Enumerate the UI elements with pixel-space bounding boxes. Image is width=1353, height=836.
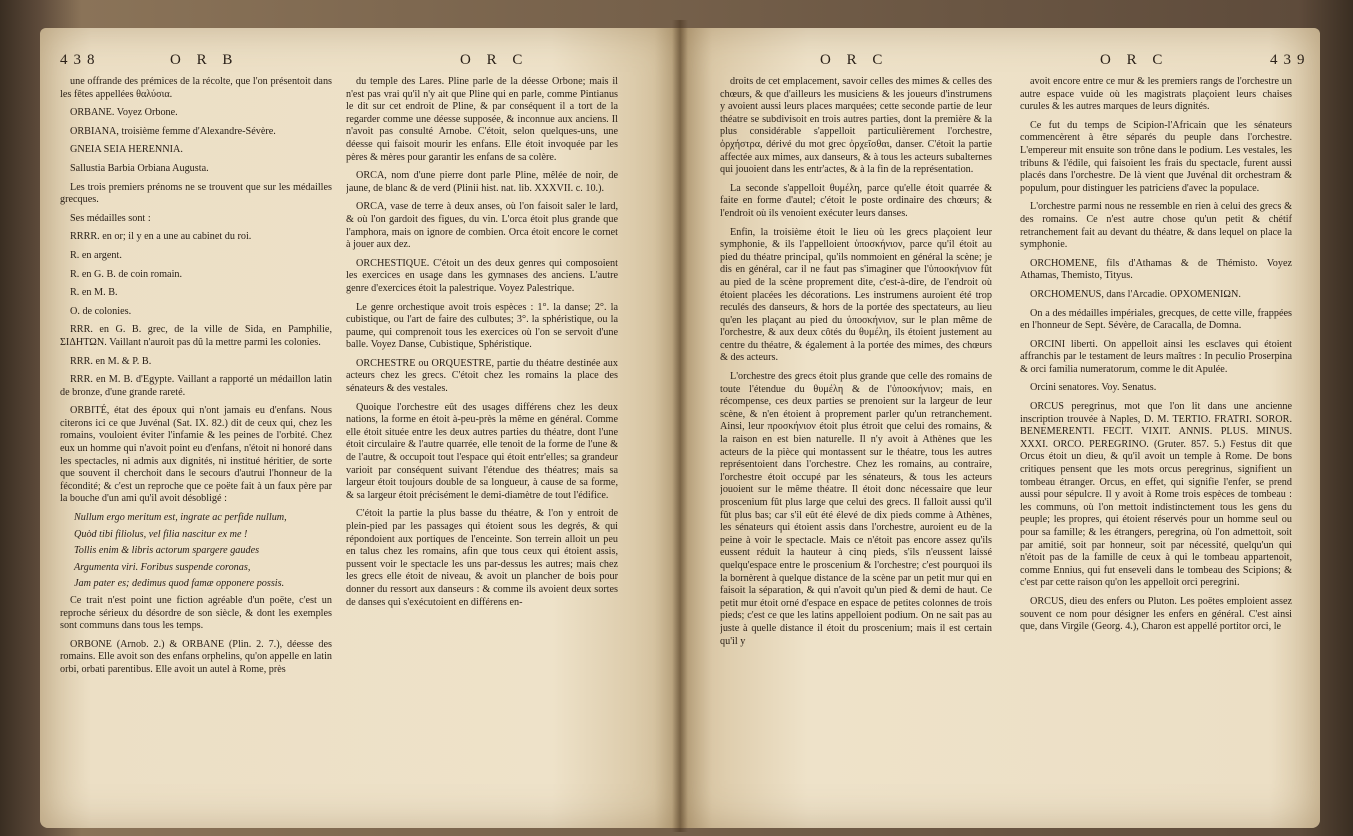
paragraph: Ce fut du temps de Scipion-l'Africain que les sénateurs commencèrent à être séparés du peuple dans l'orchestre. L'empereur mit ensuite son trône dans le podium. Les vestales, les tribuns & l'édile, qui faisoient les frais du spectacle, furent aussi placés dans l'orchestre. De là vient que Juvénal dit orchestram & populum, pour distinguer les patriciens d'avec la populace.: [1020, 119, 1292, 194]
paragraph: Les trois premiers prénoms ne se trouvent que sur les médailles grecques.: [60, 181, 332, 206]
paragraph: Quoique l'orchestre eût des usages différens chez les deux nations, la forme en étoit à-peu-près la même en général. Comme elle étoit située entre les deux autres parties du théatre, dont l'une étoit circulaire & l'autre quarrée, elle tenoit de la forme de l'une & de l'autre, & occupoit tout l'espace qui étoit entr'elles; sa grandeur varioit par conséquent suivant l'étendue des théatres; mais sa largeur étoit toujours double de sa longueur, à cause de sa forme, & sa largeur étoit précisément le demi-diamètre de tout l'édifice.: [346, 401, 618, 501]
paragraph: Le genre orchestique avoit trois espèces : 1°. la danse; 2°. la cubistique, ou l'art de faire des culbutes; 3°. la sphéristique, ou la paume, qui comprenoit tous les exercices où l'on se servoit d'une balle. Voyez Danse, Cubistique, Sphéristique.: [346, 301, 618, 351]
paragraph: La seconde s'appelloit θυμέλη, parce qu'elle étoit quarrée & faite en forme d'autel; c'étoit le poste ordinaire des chœurs; & l'endroit où ils venoient exécuter leurs danses.: [720, 182, 992, 219]
left-page: [40, 28, 680, 828]
paragraph: ORCINI liberti. On appelloit ainsi les esclaves qui étoient affranchis par le testament de leurs maîtres : In peculio Proserpina & orci familia numeratorum, comme le dit Apulée.: [1020, 338, 1292, 375]
left-column-1: [60, 76, 332, 828]
paragraph: RRR. en G. B. grec, de la ville de Sida, en Pamphilie, ΣΙΔΗΤΩΝ. Vaillant n'auroit pas dû la mettre parmi les colonies.: [60, 324, 332, 348]
running-head-orc-2: O R C: [1100, 52, 1169, 68]
right-page: [680, 28, 1320, 828]
running-head-orb: O R B: [170, 52, 239, 68]
paragraph: RRR. en M. B. d'Egypte. Vaillant a rapporté un médaillon latin de bronze, d'une grande rareté.: [60, 374, 332, 398]
paragraph: avoit encore entre ce mur & les premiers rangs de l'orchestre un autre espace vuide où les magistrats plaçoient leurs chaises curules & les autres marques de leurs dignités.: [1020, 76, 1292, 113]
paragraph: GNEIA SEIA HERENNIA.: [70, 144, 183, 156]
paragraph: une offrande des prémices de la récolte, que l'on présentoit dans les fêtes appellées θαλύσια.: [60, 76, 332, 100]
book-gutter: [672, 20, 688, 832]
right-column-1: [720, 76, 992, 828]
running-head-orc-1: O R C: [820, 52, 889, 68]
paragraph: RRR. en M. & P. B.: [70, 355, 152, 367]
paragraph: Jam pater es; dedimus quod famæ opponere possis.: [74, 578, 285, 590]
paragraph: ORBONE (Arnob. 2.) & ORBANE (Plin. 2. 7.), déesse des romains. Elle avoit son des enfans orphelins, qu'on appelle en latin orbi, orbati parentibus. Elle avoit un autel à Rome, près: [60, 638, 332, 675]
paragraph: Enfin, la troisième étoit le lieu où les grecs plaçoient leur symphonie, & ils l'appelloient ὑποσκήνιον, parce qu'il étoit au pied du théatre principal, qu'ils nommoient en général la scène; je dis en général, car il ne faut pas s'imaginer que l'ὑποσκήνιον fût au pied de la scène proprement dite, c'est-à-dire, de l'endroit où étoient placées les décorations. Les instrumens auroient été trop reculés des danseurs, & hors de la portée des spectateurs, au lieu qu'en les plaçant au pied du ὑποσκήνιον, sur le plan même de l'orchestre, & aux deux côtés du θυμέλη, ils étoient justement au centre du théatre, & également à la portée des mimes, des chœurs & des acteurs.: [720, 226, 992, 364]
paragraph: R. en M. B.: [70, 287, 118, 299]
paragraph: du temple des Lares. Pline parle de la déesse Orbone; mais il n'est pas vrai qu'il n'y ait que Pline qui en parle, comme Pintianus le dit sur cet endroit de Pline, & par conséquent il a tort de la regarder comme une déesse supposée, & inconnue aux anciens. Il n'avoit pas consulté Arnobe. C'étoit, selon quelques-uns, une déesse qui faisoit mourir les enfans. Elle étoit invoquée par les pères & mères pour garantir les enfans de sa colère.: [346, 76, 618, 163]
left-column-2: [346, 76, 618, 828]
paragraph: droits de cet emplacement, savoir celles des mimes & celles des chœurs, & que d'ailleurs les musiciens & les joueurs d'instrumens y avoient aussi leurs places marquées; cette seconde partie de leur théatre se subdivisoit en trois autres parties, dont la première & la plus considérable s'appelloit particulièrement l'orchestre, ὀρχήστρα, dérivé du mot grec ὀρχεῖσθαι, danser. C'étoit la partie affectée aux mimes, aux danseurs, & à tous les acteurs subalternes qui jouoient dans les entr'actes, & à la fin de la représentation.: [720, 76, 992, 176]
paragraph: ORCUS peregrinus, mot que l'on lit dans une ancienne inscription trouvée à Naples, D. M. TERTIO. FRATRI. SOROR. BENEMERENTI. FECIT. VIXIT. ANNIS. PLUS. MINUS. XXXI. ORCO. PEREGRINO. (Gruter. 857. 5.) Festus dit que Orcus étoit un dieu, & qu'il avoit un temple à Rome. De bons critiques pensent que les mots orcus peregrinus, signifient un tombeau étranger. Orcus, en effet, qui signifie l'enfer, se prend aussi pour sépulcre. Il y avoit à Rome trois espèces de tombeau : les communs, où l'on mettoit indistinctement tous les gens du peuple; les propres, qui étoient réservés pour un homme seul ou pour sa famille; & les étrangers, peregrina, où l'on admettoit, soit par amitié, soit par honneur, soit par nécessité, quelqu'un qui n'étoit pas de la famille de ceux à qui le tombeau appartenoit, comme Ennius, qui fut enseveli dans le tombeau des Scipions; & c'est par cette raison qu'on les appelloit orci peregrini.: [1020, 401, 1292, 589]
paragraph: Ce trait n'est point une fiction agréable d'un poëte, c'est un reproche sérieux du désordre de son siècle, & dont les exemples sont communs dans tous les temps.: [60, 595, 332, 632]
paragraph: ORBITÉ, état des époux qui n'ont jamais eu d'enfans. Nous citerons ici ce que Juvénal (Sat. IX. 82.) dit de ceux qui, chez les romains, vouloient éviter l'infamie & les peines de l'orbité. Chez eux un homme qui n'avoit point eu d'enfans, n'étoit ni honoré dans les spectacles, ni admis aux dignités, ni institué héritier, de sorte que souvent il cherchoit dans le secours d'autrui l'honneur de la fécondité; & c'est un reproche que ce poëte fait à un faux père par la bouche d'un ami qu'il avoit désobligé :: [60, 405, 332, 505]
paragraph: ORCHOMENE, fils d'Athamas & de Thémisto. Voyez Athamas, Themisto, Tityus.: [1020, 257, 1292, 282]
paragraph: ORCHESTRE ou ORQUESTRE, partie du théatre destinée aux acteurs chez les grecs. C'étoit chez les romains la place des sénateurs & des vestales.: [346, 357, 618, 395]
paragraph: ORBIANA, troisième femme d'Alexandre-Sévère.: [70, 125, 276, 137]
right-column-2: [1020, 76, 1292, 828]
paragraph: L'orchestre des grecs étoit plus grande que celle des romains de toute l'étendue du θυμέλη & de l'ὑποσκήνιον; mais, en récompense, ces deux parties se prenoient sur la largeur de leur scène, & n'en étoient à proprement parler qu'un retranchement. Ainsi, leur προσκήνιον étoit plus étroit que celui des romains, & la raison en est bien naturelle. Il n'y avoit à Athènes que les acteurs de la pièce qui montassent sur le théatre, tous les autres représentoient dans l'orchestre. Chez les romains, au contraire, l'orchestre étoit occupé par les sénateurs, & tous les acteurs jouoient sur le même théatre. Il étoit donc nécessaire que leur proscenium fût plus large que celui des grecs. Il falloit aussi qu'il fût plus bas; car s'il eût été élevé de dix pieds comme à Athènes, les sénateurs qui étoient assis dans l'orchestre, auroient eu de la peine à voir le spectacle. Mais ce n'étoit pas encore assez qu'ils eussent réduit la hauteur à cinq pieds, s'ils n'eussent laissé quelqu'espace entre le proscenium & l'orchestre; c'est pourquoi ils la bornèrent à quelque distance de la scène par un petit mur qui en faisoit la séparation, & qui n'avoit qu'un pied & demi de haut. Ce petit mur étoit orné d'espace en espace de petites colonnes de trois pieds; c'est ce que les latins appelloient podium. On ne sait pas au juste à quelle distance il étoit du proscenium; mais il est certain qu'il y: [720, 371, 992, 647]
paragraph: Quòd tibi filiolus, vel filia nascitur ex me !: [74, 528, 248, 540]
page-number-left: 438: [60, 52, 101, 68]
paragraph: L'orchestre parmi nous ne ressemble en rien à celui des grecs & des romains. Ce n'est autre chose qu'un petit & chétif retranchement fait au devant du théatre, & dans lequel on place la symphonie.: [1020, 201, 1292, 251]
paragraph: RRRR. en or; il y en a une au cabinet du roi.: [70, 231, 252, 243]
paragraph: ORCUS, dieu des enfers ou Pluton. Les poëtes emploient assez souvent ce nom pour désigner les enfers en général. C'est ainsi que, dans Virgile (Georg. 4.), Charon est appellé portitor orci, le: [1020, 595, 1292, 633]
running-head-orc-left: O R C: [460, 52, 529, 68]
paragraph: ORCA, vase de terre à deux anses, où l'on faisoit saler le lard, & où l'on gardoit des figues, du vin. L'orca étoit plus grande que l'amphora, mais on ignore de combien. Orca étoit encore le cornet à jouer aux dez.: [346, 201, 618, 251]
paragraph: Tollis enim & libris actorum spargere gaudes: [74, 545, 260, 557]
paragraph: ORCHOMENUS, dans l'Arcadie. ΟΡΧΟΜΕΝΙΩΝ.: [1030, 288, 1241, 300]
paragraph: Ses médailles sont :: [70, 212, 151, 224]
paragraph: On a des médailles impériales, grecques, de cette ville, frappées en l'honneur de Sept. Sévère, de Caracalla, de Domna.: [1020, 307, 1292, 332]
paragraph: ORBANE. Voyez Orbone.: [70, 107, 178, 119]
paragraph: R. en argent.: [70, 249, 122, 261]
paragraph: Sallustia Barbia Orbiana Augusta.: [70, 162, 209, 174]
paragraph: ORCHESTIQUE. C'étoit un des deux genres qui composoient les exercices en usage dans les gymnases des anciens. L'autre genre d'exercices étoit la palestrique. Voyez Palestrique.: [346, 257, 618, 294]
paragraph: O. de colonies.: [70, 305, 132, 317]
paragraph: Nullum ergo meritum est, ingrate ac perfide nullum,: [74, 512, 287, 524]
page-number-right: 439: [1270, 52, 1311, 68]
paragraph: ORCA, nom d'une pierre dont parle Pline, mêlée de noir, de jaune, de blanc & de verd (Plinii hist. nat. lib. XXXVII. c. 10.).: [346, 170, 618, 194]
paragraph: C'étoit la partie la plus basse du théatre, & l'on y entroit de plein-pied par les passages qui étoient sous les degrés, & qui répondoient aux portiques de l'enceinte. Son terrein alloit un peu en talus chez les romains, afin que tous ceux qui étoient assis, pussent voir le spectacle les uns par-dessus les autres; mais chez les grecs elle étoit de niveau, & avoit un plancher de bois pour donner du ressort aux danseurs : & comme ils avoient deux sortes de danses qui s'exécutoient en différens en-: [346, 508, 618, 608]
paragraph: R. en G. B. de coin romain.: [70, 268, 183, 280]
paragraph: Argumenta viri. Foribus suspende coronas,: [74, 561, 251, 573]
paragraph: Orcini senatores. Voy. Senatus.: [1030, 382, 1157, 394]
